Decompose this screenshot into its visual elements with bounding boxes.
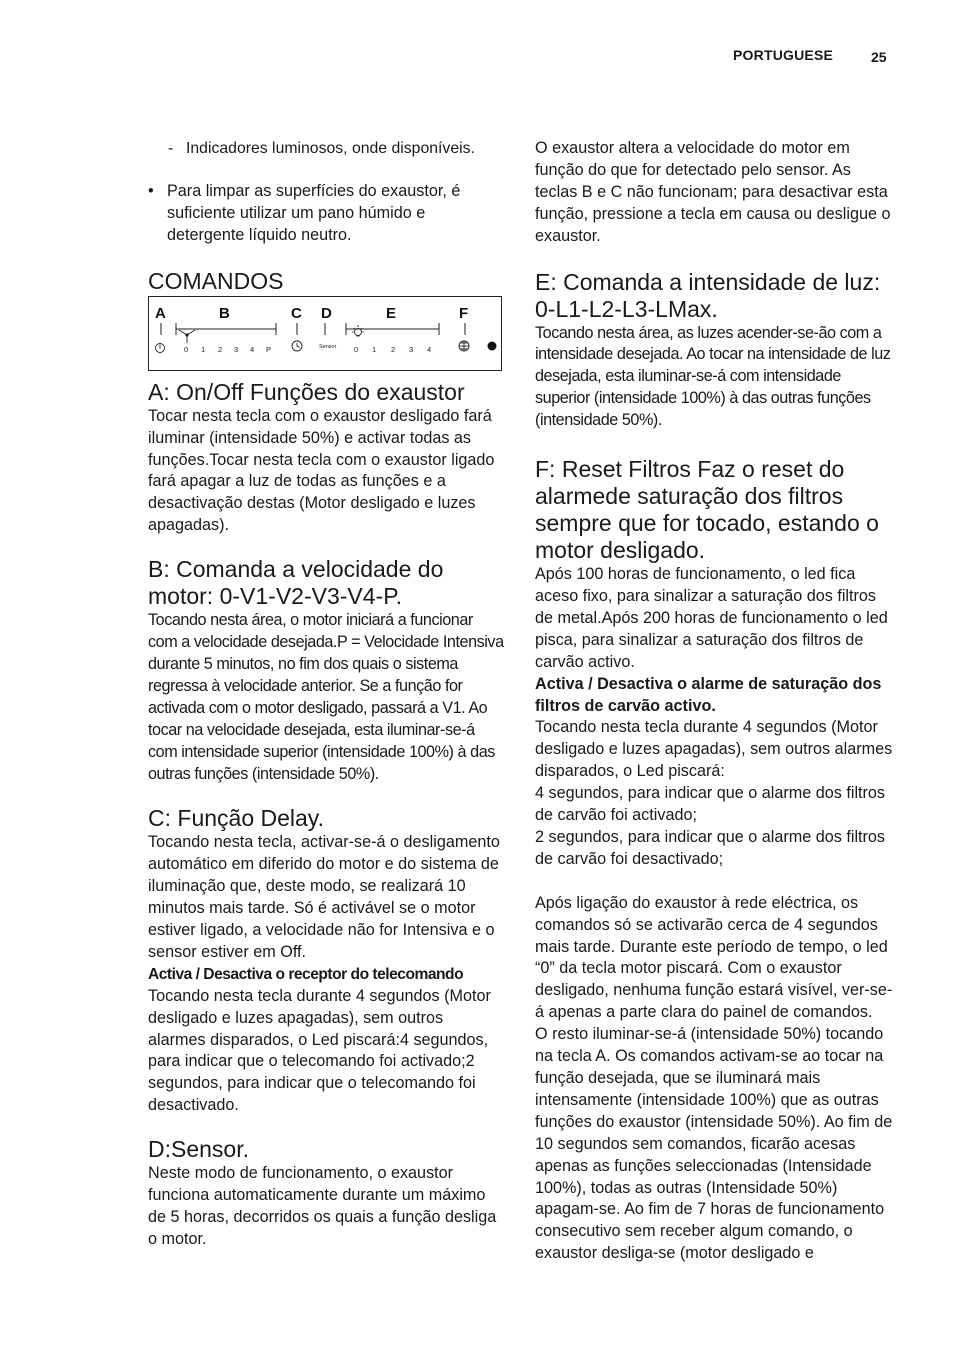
dash-item-text: Indicadores luminosos, onde disponíveis. bbox=[186, 140, 475, 157]
dash-list-item bbox=[148, 138, 504, 160]
light-label: 0 bbox=[354, 344, 359, 354]
section-e-heading: E: Comanda a intensidade de luz: 0-L1-L2-L3-LMax. bbox=[535, 268, 881, 322]
right-column bbox=[535, 138, 895, 1265]
comandos-heading: COMANDOS bbox=[148, 267, 284, 294]
light-label: 1 bbox=[372, 344, 377, 354]
panel-letter-f: F bbox=[459, 304, 469, 322]
header-language: PORTUGUESE bbox=[733, 47, 834, 63]
power-icon bbox=[156, 343, 165, 352]
section-e-text: Tocando nesta área, as luzes acender-se-ão com a intensidade desejada. Ao tocar na intensidade de luz desejada, esta iluminar-se-á com intensidade superior (intensidade 100%) à das outras funções (intensidade 50%). bbox=[535, 323, 891, 430]
section-f-text-3: 4 segundos, para indicar que o alarme dos filtros de carvão foi activado; bbox=[535, 784, 886, 825]
sensor-label: Sensor bbox=[319, 343, 337, 350]
bullet-list-item bbox=[148, 181, 504, 247]
section-b-text: Tocando nesta área, o motor iniciará a funcionar com a velocidade desejada.P = Velocidade Intensiva durante 5 minutos, no fim dos quais o sistema regressa à velocidade anterior. Se a função for activada com o motor desligado, passará a V1. Ao tocar na velocidade desejada, esta iluminar-se-á com intensidade superior (intensidade 100%) à das outras funções (intensidade 50%). bbox=[148, 611, 504, 783]
section-c-text: Tocando nesta tecla, activar-se-á o desligamento automático em diferido do motor e do sistema de iluminação que, deste modo, se realizará 10 minutos mais tarde. Só é activável se o motor estiver ligado, a velocidade não for Intensiva e o sensor estiver em Off. bbox=[148, 833, 500, 961]
section-f-text: Após 100 horas de funcionamento, o led fica aceso fixo, para sinalizar a saturação dos filtros de metal.Após 200 horas de funcionamento o led pisca, para sinalizar a saturação dos filtros de carvão activo. bbox=[535, 565, 888, 671]
section-c-bold-subheading: Activa / Desactiva o receptor do telecomando bbox=[148, 965, 464, 983]
section-b-heading: B: Comanda a velocidade do motor: 0-V1-V2-V3-V4-P. bbox=[148, 556, 444, 610]
fan-icon bbox=[179, 330, 195, 343]
speed-label: 1 bbox=[201, 344, 206, 354]
filter-grid-icon bbox=[459, 341, 469, 351]
speed-label: P bbox=[266, 344, 272, 354]
bullet-marker: • bbox=[148, 182, 154, 200]
speed-label: 0 bbox=[184, 344, 189, 354]
section-f-heading: F: Reset Filtros Faz o reset do alarmede saturação dos filtros sempre que for tocado, estando o motor desligado. bbox=[535, 456, 879, 564]
speed-label: 4 bbox=[250, 344, 255, 354]
dash-marker: - bbox=[168, 140, 174, 157]
section-a-heading: A: On/Off Funções do exaustor bbox=[148, 378, 465, 405]
sensor-intro-text: O exaustor altera a velocidade do motor em função do que for detectado pelo sensor. As teclas B e C não funcionam; para desactivar esta função, pressione a tecla em causa ou desligue o exaustor. bbox=[535, 139, 891, 245]
left-column bbox=[148, 138, 504, 1251]
speed-label: 3 bbox=[234, 344, 239, 354]
section-f-text-2: Tocando nesta tecla durante 4 segundos (Motor desligado e luzes apagadas), sem outros alarmes disparados, o Led piscará: bbox=[535, 718, 893, 781]
light-label: 2 bbox=[391, 344, 396, 354]
panel-letter-d: D bbox=[321, 304, 332, 322]
speed-label: 2 bbox=[218, 344, 223, 354]
light-bulb-icon bbox=[352, 325, 364, 336]
light-label: 3 bbox=[409, 344, 414, 354]
control-panel-diagram bbox=[148, 296, 502, 371]
panel-letter-b: B bbox=[219, 304, 230, 322]
section-f-text-4: 2 segundos, para indicar que o alarme dos filtros de carvão foi desactivado; bbox=[535, 827, 886, 868]
section-c-text-2: Tocando nesta tecla durante 4 segundos (Motor desligado e luzes apagadas), sem outros alarmes disparados, o Led piscará:4 segundos, para indicar que o telecomando foi activado;2 segundos, para indicar que o telecomando foi desactivado. bbox=[148, 986, 491, 1115]
startup-text: Após ligação do exaustor à rede eléctrica, os comandos só se activarão cerca de 4 segundos mais tarde. Durante este período de tempo, o led “0” da tecla motor piscará. Com o exaustor desligado, nenhuma função estará visível, ver-se-á apenas a parte clara do painel de comandos. bbox=[535, 893, 893, 1022]
page-number: 25 bbox=[871, 49, 887, 65]
section-c-heading: C: Função Delay. bbox=[148, 805, 324, 832]
timer-icon bbox=[292, 341, 302, 351]
section-d-text: Neste modo de funcionamento, o exaustor funciona automaticamente durante um máximo de 5 horas, decorridos os quais a função desliga o motor. bbox=[148, 1164, 497, 1248]
light-label: 4 bbox=[427, 344, 432, 354]
panel-letter-c: C bbox=[291, 304, 302, 322]
operation-text: O resto iluminar-se-á (intensidade 50%) tocando na tecla A. Os comandos activam-se ao tocar na função desejada, que se iluminará mais intensamente (intensidade 100%) que as outras funções do exaustor (intensidade 50%). Ao fim de 10 segundos sem comandos, ficarão acesas apenas as funções seleccionadas (Intensidade 100%), todas as outras (Intensidade 50%) apagam-se. Ao fim de 7 horas de funcionamento consecutivo sem receber algum comando, o exaustor desliga-se (motor desligado e bbox=[535, 1025, 893, 1263]
section-d-heading: D:Sensor. bbox=[148, 1136, 249, 1163]
panel-letter-a: A bbox=[155, 304, 166, 322]
section-f-bold-subheading: Activa / Desactiva o alarme de saturação dos filtros de carvão activo. bbox=[535, 674, 882, 715]
panel-letter-e: E bbox=[386, 304, 397, 322]
section-a-text: Tocar nesta tecla com o exaustor desligado fará iluminar (intensidade 50%) e activar todas as funções.Tocar nesta tecla com o exaustor ligado fará apagar a luz de todas as funções e a desactivação destas (Motor desligado e luzes apagadas). bbox=[148, 406, 495, 535]
bullet-item-text: Para limpar as superfícies do exaustor, é suficiente utilizar um pano húmido e detergente líquido neutro. bbox=[167, 182, 461, 244]
filter-led-indicator bbox=[488, 341, 497, 350]
